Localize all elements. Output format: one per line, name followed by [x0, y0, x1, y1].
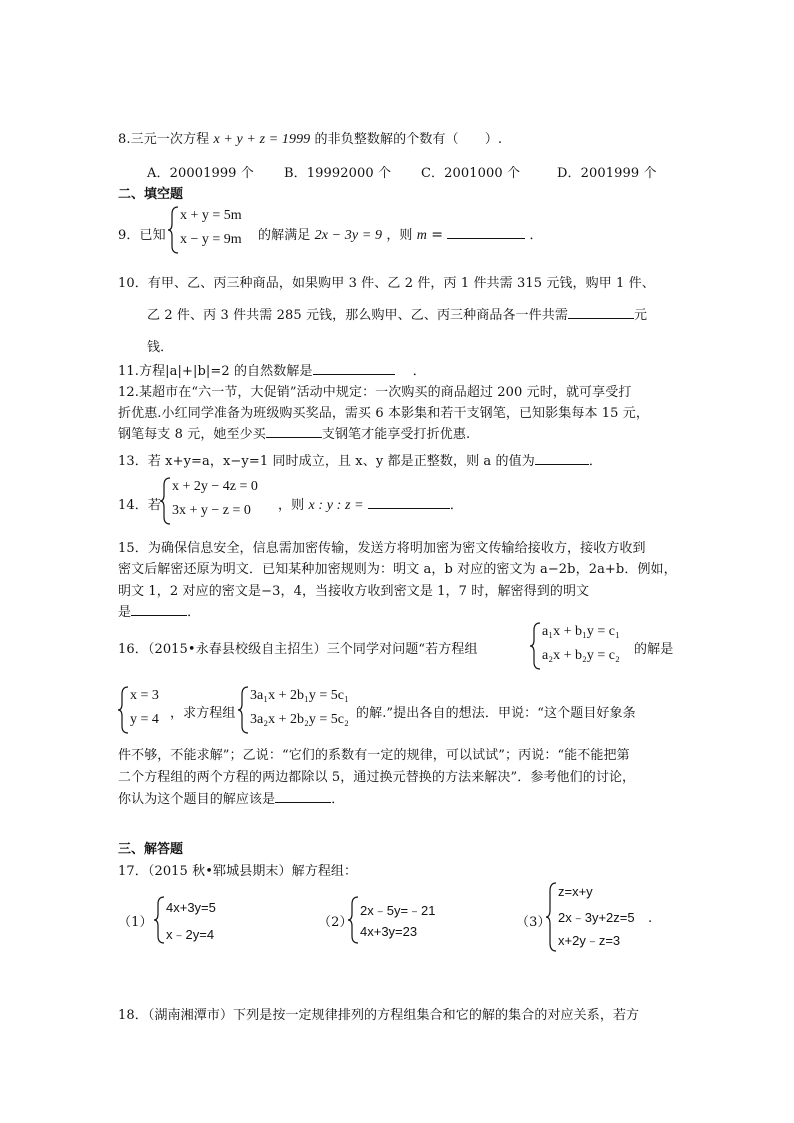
q12-answer-blank[interactable]	[266, 425, 322, 438]
q9-condition: 2x − 3y = 9	[314, 228, 383, 243]
q16-line3: 件不够，不能求解”；乙说：“它们的系数有一定的规律，可以试试”；丙说：“能不能把第	[118, 748, 630, 763]
q10-answer-blank[interactable]	[568, 306, 634, 319]
q16-sol-y: y = 4	[130, 712, 159, 727]
q8-stem	[118, 128, 502, 148]
q17-part1-eq2: x﹣2y=4	[166, 927, 215, 942]
q17-part2-eq2: 4x+3y=23	[360, 924, 418, 939]
q17-part3-eq3: x+2y﹣z=3	[558, 933, 621, 948]
q11-end: ．	[412, 364, 426, 379]
q8-option-d: D．2001999 个	[557, 166, 657, 181]
q16-line1: 16．（2015•永春县校级自主招生）三个同学对问题“若方程组	[118, 642, 478, 657]
q9-var: m	[416, 228, 427, 243]
q14-eq2: 3x + y − z = 0	[172, 503, 251, 518]
q14-end: ．	[449, 498, 464, 513]
q16-brace3-icon	[238, 686, 250, 734]
q8-suffix: 的非负整数解的个数有（ ）.	[314, 132, 503, 147]
q9-answer-blank[interactable]	[447, 226, 525, 239]
q12-line3: 钢笔每支 8 元，她至少买	[118, 427, 266, 442]
q16-sys2-eq2: 3a₂x + 2b₂y = 5c₂	[250, 712, 349, 727]
q16-solution	[118, 686, 178, 734]
q14-system	[160, 477, 280, 525]
q12-line2: 折优惠.小红同学准备为班级购买奖品，需买 6 本影集和若干支钢笔，已知影集每本 15 元，	[118, 406, 649, 421]
q16-line5: 你认为这个题目的解应该是	[118, 792, 276, 807]
q8-option-a: A．20001999 个	[147, 166, 254, 181]
q16-brace2-icon	[118, 686, 130, 734]
q16-sol-x: x = 3	[130, 688, 159, 703]
q18-line1: 18．（湖南湘潭市）下列是按一定规律排列的方程组集合和它的解的集合的对应关系，若方	[118, 1008, 640, 1023]
q17-part2-system	[348, 896, 468, 944]
q14-prefix: 14．若	[118, 498, 161, 513]
q17-part3-eq2: 2x﹣3y+2z=5	[558, 910, 635, 925]
q16-line1-end: 的解是	[634, 642, 674, 657]
q17-part1-label: （1）	[118, 915, 153, 930]
q13-answer-blank[interactable]	[535, 452, 589, 465]
q16-sys2-eq1: 3a₁x + 2b₁y = 5c₁	[250, 688, 349, 703]
q13-end: ．	[588, 454, 602, 469]
q17-part1-eq1: 4x+3y=5	[166, 900, 216, 915]
q10-line2-end: 元	[633, 308, 648, 323]
q9-brace-icon	[168, 206, 180, 254]
q14-mid: ，则	[278, 498, 305, 513]
q9-equals: =	[431, 227, 444, 243]
q9-eq2: x − y = 9m	[180, 232, 242, 247]
q17-title: 17．（2015 秋•郓城县期末）解方程组：	[118, 864, 358, 879]
q17-part1-brace-icon	[154, 896, 166, 944]
q16-line2-end: 的解.”提出各自的想法．甲说：“这个题目好象条	[356, 706, 636, 721]
q14-ratio: x : y : z =	[308, 498, 364, 513]
q16-system1	[530, 622, 630, 670]
q15-end: ．	[187, 605, 201, 620]
q17-part2-label: （2）	[318, 915, 353, 930]
q17-part2-eq1: 2x﹣5y=﹣21	[360, 903, 436, 918]
q12-line3-end: 支钢笔才能享受打折优惠.	[321, 427, 471, 442]
q16-sys1-eq2: a₂x + b₂y = c₂	[542, 648, 620, 663]
q15-line2: 密文后解密还原为明文．已知某种加密规则为：明文 a，b 对应的密文为 a−2b，2a+b．例如，	[118, 562, 677, 577]
q17-part3-label: （3）	[516, 915, 551, 930]
q12-line1: 12.某超市在“六一节，大促销”活动中规定：一次购买的商品超过 200 元时，就可享受打	[118, 385, 632, 400]
q9-then: ，则	[386, 228, 413, 243]
q17-part2-brace-icon	[348, 896, 360, 944]
q8-option-c: C．2001000 个	[421, 166, 521, 181]
q14-brace-icon	[160, 477, 172, 525]
q11-prefix: 11.方程|a|+|b|=2 的自然数解是	[118, 364, 313, 379]
q16-answer-blank[interactable]	[275, 790, 331, 803]
q11-answer-blank[interactable]	[313, 362, 395, 375]
q8-equation: x + y + z = 1999	[213, 132, 311, 147]
q10-line3: 钱．	[147, 340, 174, 355]
q8-prefix: 8.三元一次方程	[118, 132, 210, 147]
q15-line3: 明文 1，2 对应的密文是−3，4，当接收方收到密文是 1，7 时，解密得到的明文	[118, 584, 590, 599]
q15-answer-blank[interactable]	[131, 603, 187, 616]
q10-line2: 乙 2 件、丙 3 件共需 285 元钱，那么购甲、乙、丙三种商品各一件共需	[147, 308, 568, 323]
q15-line4: 是	[118, 605, 132, 620]
q17-part3-eq1: z=x+y	[558, 884, 593, 899]
q14-answer-blank[interactable]	[368, 496, 450, 509]
q9-system	[168, 206, 258, 254]
q10-line1: 10．有甲、乙、丙三种商品，如果购甲 3 件、乙 2 件，丙 1 件共需 315 元钱，购甲 1 件、	[118, 276, 655, 291]
q17-part3-end: .	[648, 911, 653, 926]
q9-mid: 的解满足	[258, 228, 311, 243]
q16-line4: 二个方程组的两个方程的两边都除以 5，通过换元替换的方法来解决”．参考他们的讨论，	[118, 770, 636, 785]
q17-part1-system	[154, 896, 254, 944]
q9-end: ．	[529, 228, 543, 243]
q8-option-b: B．19992000 个	[284, 166, 392, 181]
q16-system2	[238, 686, 358, 734]
section-fill-in-heading: 二、填空题	[118, 187, 184, 202]
q9-eq1: x + y = 5m	[180, 208, 242, 223]
q15-line1: 15．为确保信息安全，信息需加密传输，发送方将明加密为密文传输给接收方，接收方收到	[118, 541, 646, 556]
q16-brace1-icon	[530, 622, 542, 670]
section-solve-heading: 三、解答题	[118, 842, 184, 857]
q16-end: ．	[331, 792, 345, 807]
q9-prefix: 9．已知	[118, 228, 166, 243]
q16-sys1-eq1: a₁x + b₁y = c₁	[542, 624, 620, 639]
q14-eq1: x + 2y − 4z = 0	[172, 479, 258, 494]
q17-part3-brace-icon	[546, 882, 558, 952]
q16-line2: ，求方程组	[170, 706, 236, 721]
q13-text: 13．若 x+y=a，x−y=1 同时成立，且 x、y 都是正整数，则 a 的值为	[118, 454, 535, 469]
